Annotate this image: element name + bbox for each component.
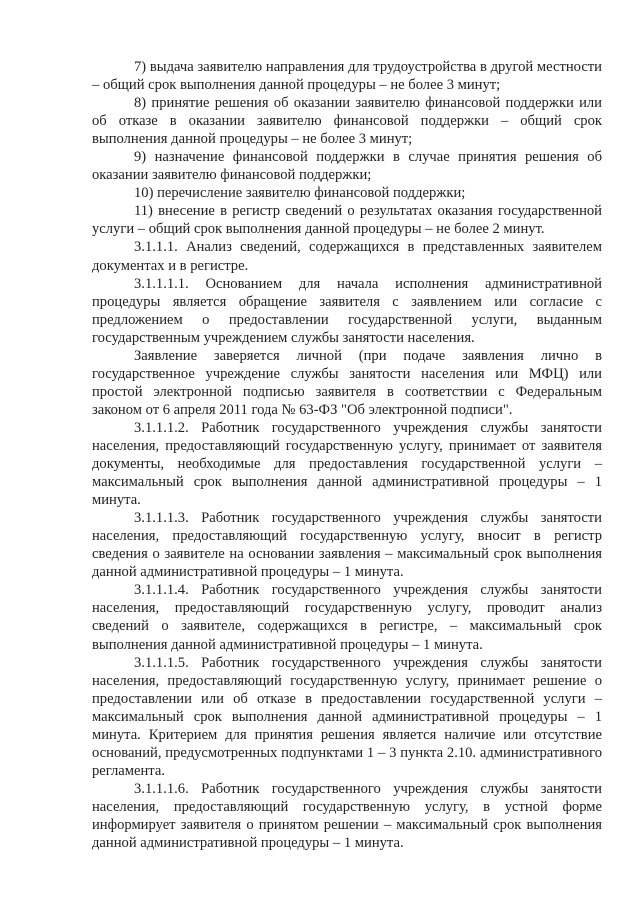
list-item-11: 11) внесение в регистр сведений о результатах оказания государственной услуги – общий срок выполнения данной процедуры – не более 2 минут. xyxy=(92,203,602,238)
list-item-7: 7) выдача заявителю направления для трудоустройства в другой местности – общий срок выполнения данной процедуры – не более 3 минут; xyxy=(92,59,602,94)
list-item-9: 9) назначение финансовой поддержки в случае принятия решения об оказании заявителю финансовой поддержки; xyxy=(92,149,602,184)
section-3-1-1-1-4: 3.1.1.1.4. Работник государственного учреждения службы занятости населения, предоставляющий государственную услугу, проводит анализ сведений о заявителе, содержащихся в регистре, – максимальный срок выполнения данной административной процедуры – 1 минута. xyxy=(92,582,602,653)
list-item-8: 8) принятие решения об оказании заявителю финансовой поддержки или об отказе в оказании заявителю финансовой поддержки – общий срок выполнения данной процедуры – не более 3 минут; xyxy=(92,95,602,148)
application-signature-paragraph: Заявление заверяется личной (при подаче заявления лично в государственное учреждение службы занятости населения или МФЦ) или простой электронной подписью заявителя в соответствии с Федеральным законом от 6 апреля 2011 года № 63-ФЗ "Об электронной подписи". xyxy=(92,347,602,418)
section-3-1-1-1-2: 3.1.1.1.2. Работник государственного учреждения службы занятости населения, предоставляющий государственную услугу, принимает от заявителя документы, необходимые для предоставления государственной услуги – максимальный срок выполнения данной административной процедуры – 1 минута. xyxy=(92,419,602,509)
section-3-1-1-1-5: 3.1.1.1.5. Работник государственного учреждения службы занятости населения, предоставляющий государственную услугу, принимает решение о предоставлении или об отказе в предоставлении государственной услуги – максимальный срок выполнения данной административной процедуры – 1 минута. Критерием для принятия решения является наличие или отсутствие оснований, предусмотренных подпунктами 1 – 3 пункта 2.10. административного регламента. xyxy=(92,654,602,779)
section-3-1-1-1: 3.1.1.1. Анализ сведений, содержащихся в представленных заявителем документах и в регистре. xyxy=(92,239,602,274)
document-body xyxy=(92,58,602,852)
section-3-1-1-1-3: 3.1.1.1.3. Работник государственного учреждения службы занятости населения, предоставляющий государственную услугу, вносит в регистр сведения о заявителе на основании заявления – максимальный срок выполнения данной административной процедуры – 1 минута. xyxy=(92,510,602,581)
section-3-1-1-1-6: 3.1.1.1.6. Работник государственного учреждения службы занятости населения, предоставляющий государственную услугу, в устной форме информирует заявителя о принятом решении – максимальный срок выполнения данной административной процедуры – 1 минута. xyxy=(92,780,602,852)
list-item-10: 10) перечисление заявителю финансовой поддержки; xyxy=(134,185,466,202)
section-3-1-1-1-1: 3.1.1.1.1. Основанием для начала исполнения административной процедуры является обращение заявителя с заявлением или согласие с предложением о предоставлении государственной услуги, выданным государственным учреждением службы занятости населения. xyxy=(92,275,602,346)
